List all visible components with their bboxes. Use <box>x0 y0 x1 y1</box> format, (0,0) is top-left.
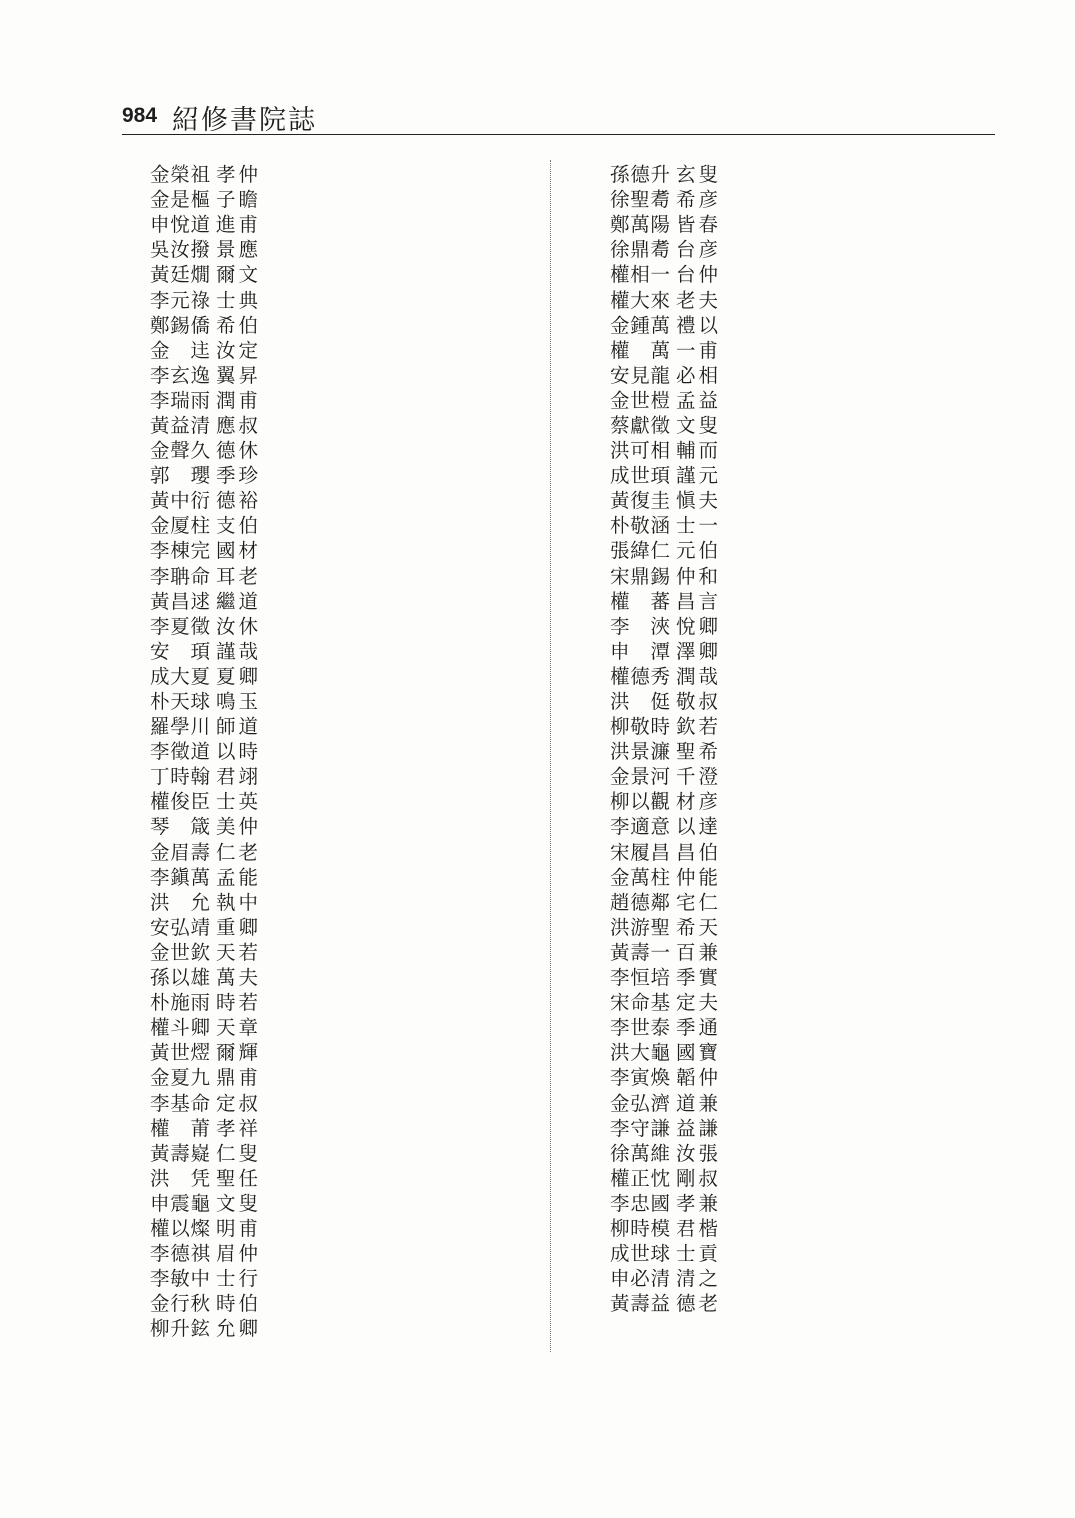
name-entry <box>610 814 718 839</box>
person-name: 權正忱 <box>610 1166 670 1190</box>
name-entry <box>150 1216 258 1241</box>
courtesy-name: 繼道 <box>216 589 258 613</box>
name-entry <box>150 1191 258 1216</box>
person-name: 李元祿 <box>150 288 210 312</box>
name-entry <box>610 940 718 965</box>
person-name: 金鍾萬 <box>610 313 670 337</box>
name-entry <box>150 915 258 940</box>
person-name: 黃昌逑 <box>150 589 210 613</box>
name-entry <box>610 488 718 513</box>
courtesy-name: 聖希 <box>676 740 718 764</box>
courtesy-name: 仁老 <box>216 840 258 864</box>
name-entry <box>150 689 258 714</box>
courtesy-name: 時伯 <box>216 1292 258 1316</box>
courtesy-name: 宅仁 <box>676 890 718 914</box>
name-entry <box>150 262 258 287</box>
person-name: 洪 允 <box>150 890 210 914</box>
courtesy-name: 希天 <box>676 915 718 939</box>
name-entry <box>150 940 258 965</box>
name-entry <box>150 1141 258 1166</box>
person-name: 李夏徵 <box>150 614 210 638</box>
person-name: 李徵道 <box>150 740 210 764</box>
person-name: 黃中衍 <box>150 489 210 513</box>
name-entry <box>610 639 718 664</box>
courtesy-name: 美仲 <box>216 815 258 839</box>
person-name: 羅學川 <box>150 715 210 739</box>
name-entry <box>610 1065 718 1090</box>
courtesy-name: 天章 <box>216 1016 258 1040</box>
person-name: 趙德鄰 <box>610 890 670 914</box>
name-entry <box>610 1191 718 1216</box>
courtesy-name: 德休 <box>216 439 258 463</box>
courtesy-name: 台彦 <box>676 238 718 262</box>
person-name: 申 潭 <box>610 639 670 663</box>
person-name: 金萬柱 <box>610 865 670 889</box>
courtesy-name: 國寶 <box>676 1041 718 1065</box>
courtesy-name: 禮以 <box>676 313 718 337</box>
book-title: 紹修書院誌 <box>172 105 317 136</box>
person-name: 徐萬維 <box>610 1141 670 1165</box>
courtesy-name: 材彦 <box>676 790 718 814</box>
courtesy-name: 士典 <box>216 288 258 312</box>
courtesy-name: 以達 <box>676 815 718 839</box>
courtesy-name: 敬叔 <box>676 690 718 714</box>
person-name: 申必清 <box>610 1267 670 1291</box>
person-name: 金厦柱 <box>150 514 210 538</box>
courtesy-name: 時若 <box>216 991 258 1015</box>
person-name: 鄭萬陽 <box>610 213 670 237</box>
courtesy-name: 士貢 <box>676 1242 718 1266</box>
name-entry <box>610 1090 718 1115</box>
name-entry <box>610 1116 718 1141</box>
courtesy-name: 百兼 <box>676 940 718 964</box>
person-name: 吳汝撥 <box>150 238 210 262</box>
name-entry <box>610 187 718 212</box>
courtesy-name: 君翊 <box>216 765 258 789</box>
name-entry <box>150 187 258 212</box>
courtesy-name: 老夫 <box>676 288 718 312</box>
person-name: 李棟完 <box>150 539 210 563</box>
courtesy-name: 鼎甫 <box>216 1066 258 1090</box>
courtesy-name: 士行 <box>216 1267 258 1291</box>
header-rule <box>122 134 995 135</box>
name-entry <box>150 338 258 363</box>
name-entry <box>610 463 718 488</box>
name-entry <box>150 212 258 237</box>
name-entry <box>150 714 258 739</box>
name-entry <box>610 764 718 789</box>
courtesy-name: 必相 <box>676 363 718 387</box>
name-entry <box>150 538 258 563</box>
person-name: 權以燦 <box>150 1216 210 1240</box>
name-entry <box>610 1266 718 1291</box>
person-name: 宋命基 <box>610 991 670 1015</box>
name-entry <box>610 1166 718 1191</box>
person-name: 李適意 <box>610 815 670 839</box>
name-entry <box>150 287 258 312</box>
name-entry <box>610 287 718 312</box>
person-name: 安見龍 <box>610 363 670 387</box>
courtesy-name: 師道 <box>216 715 258 739</box>
name-entry <box>150 237 258 262</box>
person-name: 洪景濂 <box>610 740 670 764</box>
name-entry <box>610 714 718 739</box>
courtesy-name: 汝休 <box>216 614 258 638</box>
person-name: 李忠國 <box>610 1191 670 1215</box>
person-name: 金行秋 <box>150 1292 210 1316</box>
courtesy-name: 仁叟 <box>216 1141 258 1165</box>
courtesy-name: 清之 <box>676 1267 718 1291</box>
courtesy-name: 爾文 <box>216 263 258 287</box>
name-entry <box>150 865 258 890</box>
courtesy-name: 希伯 <box>216 313 258 337</box>
person-name: 權 萬 <box>610 338 670 362</box>
courtesy-name: 潤哉 <box>676 664 718 688</box>
name-entry <box>610 915 718 940</box>
name-entry <box>150 1166 258 1191</box>
courtesy-name: 萬夫 <box>216 966 258 990</box>
courtesy-name: 季實 <box>676 966 718 990</box>
courtesy-name: 孝仲 <box>216 163 258 187</box>
person-name: 洪 凭 <box>150 1166 210 1190</box>
person-name: 金聲久 <box>150 439 210 463</box>
courtesy-name: 仲能 <box>676 865 718 889</box>
person-name: 權大來 <box>610 288 670 312</box>
person-name: 金世榿 <box>610 388 670 412</box>
name-entry <box>150 313 258 338</box>
person-name: 黃廷燗 <box>150 263 210 287</box>
person-name: 李敏中 <box>150 1267 210 1291</box>
person-name: 黃壽益 <box>610 1292 670 1316</box>
courtesy-name: 季通 <box>676 1016 718 1040</box>
name-entry <box>610 237 718 262</box>
courtesy-name: 一甫 <box>676 338 718 362</box>
name-entry <box>150 614 258 639</box>
courtesy-name: 謹元 <box>676 464 718 488</box>
person-name: 張緯仁 <box>610 539 670 563</box>
name-entry <box>150 463 258 488</box>
column-divider <box>550 160 551 1352</box>
name-entry <box>610 262 718 287</box>
name-entry <box>150 1266 258 1291</box>
person-name: 徐鼎耈 <box>610 238 670 262</box>
name-entry <box>150 1241 258 1266</box>
courtesy-name: 以時 <box>216 740 258 764</box>
courtesy-name: 翼昇 <box>216 363 258 387</box>
name-entry <box>610 1291 718 1316</box>
name-entry <box>610 1015 718 1040</box>
name-entry <box>610 513 718 538</box>
name-entry <box>610 965 718 990</box>
courtesy-name: 希彦 <box>676 188 718 212</box>
person-name: 鄭錫僑 <box>150 313 210 337</box>
person-name: 朴敬涵 <box>610 514 670 538</box>
person-name: 洪游聖 <box>610 915 670 939</box>
name-entry <box>150 413 258 438</box>
name-entry <box>610 338 718 363</box>
person-name: 柳敬時 <box>610 715 670 739</box>
name-entry <box>150 764 258 789</box>
name-entry <box>610 865 718 890</box>
courtesy-name: 千澄 <box>676 765 718 789</box>
courtesy-name: 天若 <box>216 940 258 964</box>
courtesy-name: 孟益 <box>676 388 718 412</box>
courtesy-name: 孝祥 <box>216 1116 258 1140</box>
person-name: 洪可相 <box>610 439 670 463</box>
name-entry <box>150 162 258 187</box>
name-entry <box>610 313 718 338</box>
person-name: 金眉壽 <box>150 840 210 864</box>
person-name: 權相一 <box>610 263 670 287</box>
courtesy-name: 孝兼 <box>676 1191 718 1215</box>
name-entry <box>150 1116 258 1141</box>
courtesy-name: 昌伯 <box>676 840 718 864</box>
name-entry <box>610 162 718 187</box>
person-name: 金榮祖 <box>150 163 210 187</box>
name-entry <box>610 840 718 865</box>
name-list-right-column <box>610 162 718 1316</box>
name-entry <box>150 1015 258 1040</box>
name-entry <box>610 689 718 714</box>
courtesy-name: 士一 <box>676 514 718 538</box>
name-entry <box>150 789 258 814</box>
courtesy-name: 執中 <box>216 890 258 914</box>
name-entry <box>150 739 258 764</box>
name-entry <box>150 438 258 463</box>
courtesy-name: 愼夫 <box>676 489 718 513</box>
person-name: 李世泰 <box>610 1016 670 1040</box>
courtesy-name: 仲和 <box>676 564 718 588</box>
courtesy-name: 台仲 <box>676 263 718 287</box>
person-name: 柳時模 <box>610 1216 670 1240</box>
person-name: 李基命 <box>150 1091 210 1115</box>
person-name: 郭 瓔 <box>150 464 210 488</box>
courtesy-name: 德裕 <box>216 489 258 513</box>
person-name: 宋履昌 <box>610 840 670 864</box>
name-entry <box>150 488 258 513</box>
person-name: 丁時翰 <box>150 765 210 789</box>
person-name: 李玄逸 <box>150 363 210 387</box>
name-entry <box>150 388 258 413</box>
courtesy-name: 昌言 <box>676 589 718 613</box>
person-name: 李德祺 <box>150 1242 210 1266</box>
name-entry <box>150 1316 258 1341</box>
name-entry <box>610 564 718 589</box>
courtesy-name: 欽若 <box>676 715 718 739</box>
name-entry <box>610 438 718 463</box>
name-entry <box>150 1291 258 1316</box>
name-entry <box>610 789 718 814</box>
person-name: 申震龜 <box>150 1191 210 1215</box>
courtesy-name: 汝張 <box>676 1141 718 1165</box>
name-entry <box>610 1216 718 1241</box>
name-entry <box>610 388 718 413</box>
name-entry <box>150 965 258 990</box>
person-name: 黃復圭 <box>610 489 670 513</box>
courtesy-name: 鳴玉 <box>216 690 258 714</box>
name-entry <box>610 363 718 388</box>
page-number: 984 <box>122 104 158 127</box>
name-entry <box>150 513 258 538</box>
person-name: 安 頊 <box>150 639 210 663</box>
courtesy-name: 孟能 <box>216 865 258 889</box>
name-entry <box>150 1090 258 1115</box>
person-name: 金 迬 <box>150 338 210 362</box>
courtesy-name: 允卿 <box>216 1317 258 1341</box>
person-name: 柳以觀 <box>610 790 670 814</box>
name-entry <box>610 890 718 915</box>
courtesy-name: 明甫 <box>216 1216 258 1240</box>
courtesy-name: 夏卿 <box>216 664 258 688</box>
person-name: 李 浹 <box>610 614 670 638</box>
person-name: 蔡獻徵 <box>610 413 670 437</box>
person-name: 李鎭萬 <box>150 865 210 889</box>
person-name: 李聃命 <box>150 564 210 588</box>
name-entry <box>150 564 258 589</box>
person-name: 宋鼎錫 <box>610 564 670 588</box>
person-name: 朴施雨 <box>150 991 210 1015</box>
courtesy-name: 皆春 <box>676 213 718 237</box>
person-name: 孫德升 <box>610 163 670 187</box>
courtesy-name: 聖任 <box>216 1166 258 1190</box>
person-name: 琴 箴 <box>150 815 210 839</box>
person-name: 權斗卿 <box>150 1016 210 1040</box>
person-name: 徐聖耈 <box>610 188 670 212</box>
courtesy-name: 支伯 <box>216 514 258 538</box>
courtesy-name: 應叔 <box>216 413 258 437</box>
person-name: 朴天球 <box>150 690 210 714</box>
courtesy-name: 耳老 <box>216 564 258 588</box>
person-name: 柳升鉉 <box>150 1317 210 1341</box>
person-name: 金夏九 <box>150 1066 210 1090</box>
courtesy-name: 潤甫 <box>216 388 258 412</box>
courtesy-name: 重卿 <box>216 915 258 939</box>
name-entry <box>610 212 718 237</box>
person-name: 成世頊 <box>610 464 670 488</box>
name-entry <box>150 589 258 614</box>
name-entry <box>150 363 258 388</box>
courtesy-name: 道兼 <box>676 1091 718 1115</box>
courtesy-name: 文叟 <box>216 1191 258 1215</box>
person-name: 黃壽一 <box>610 940 670 964</box>
name-entry <box>150 1040 258 1065</box>
courtesy-name: 進甫 <box>216 213 258 237</box>
person-name: 申悅道 <box>150 213 210 237</box>
name-entry <box>610 614 718 639</box>
person-name: 黃益清 <box>150 413 210 437</box>
courtesy-name: 玄叟 <box>676 163 718 187</box>
courtesy-name: 謹哉 <box>216 639 258 663</box>
person-name: 李恒培 <box>610 966 670 990</box>
person-name: 黃壽嶷 <box>150 1141 210 1165</box>
person-name: 金弘濟 <box>610 1091 670 1115</box>
person-name: 李守謙 <box>610 1116 670 1140</box>
courtesy-name: 輔而 <box>676 439 718 463</box>
courtesy-name: 德老 <box>676 1292 718 1316</box>
name-list-left-column <box>150 162 258 1341</box>
person-name: 安弘靖 <box>150 915 210 939</box>
person-name: 權俊臣 <box>150 790 210 814</box>
person-name: 李瑞雨 <box>150 388 210 412</box>
name-entry <box>610 1241 718 1266</box>
person-name: 金景河 <box>610 765 670 789</box>
courtesy-name: 子瞻 <box>216 188 258 212</box>
name-entry <box>150 890 258 915</box>
person-name: 權德秀 <box>610 664 670 688</box>
name-entry <box>610 1040 718 1065</box>
courtesy-name: 君楷 <box>676 1216 718 1240</box>
name-entry <box>610 413 718 438</box>
courtesy-name: 悅卿 <box>676 614 718 638</box>
name-entry <box>610 990 718 1015</box>
person-name: 洪大龜 <box>610 1041 670 1065</box>
name-entry <box>610 589 718 614</box>
person-name: 黃世熤 <box>150 1041 210 1065</box>
courtesy-name: 文叟 <box>676 413 718 437</box>
courtesy-name: 剛叔 <box>676 1166 718 1190</box>
person-name: 洪 侹 <box>610 690 670 714</box>
person-name: 金世欽 <box>150 940 210 964</box>
name-entry <box>150 814 258 839</box>
name-entry <box>150 990 258 1015</box>
person-name: 金是樞 <box>150 188 210 212</box>
courtesy-name: 景應 <box>216 238 258 262</box>
name-entry <box>150 664 258 689</box>
name-entry <box>150 840 258 865</box>
person-name: 成大夏 <box>150 664 210 688</box>
courtesy-name: 汝定 <box>216 338 258 362</box>
person-name: 李寅煥 <box>610 1066 670 1090</box>
courtesy-name: 定叔 <box>216 1091 258 1115</box>
person-name: 成世球 <box>610 1242 670 1266</box>
courtesy-name: 眉仲 <box>216 1242 258 1266</box>
courtesy-name: 益謙 <box>676 1116 718 1140</box>
courtesy-name: 韜仲 <box>676 1066 718 1090</box>
name-entry <box>610 538 718 563</box>
courtesy-name: 澤卿 <box>676 639 718 663</box>
person-name: 權 蕃 <box>610 589 670 613</box>
courtesy-name: 元伯 <box>676 539 718 563</box>
name-entry <box>610 739 718 764</box>
person-name: 孫以雄 <box>150 966 210 990</box>
name-entry <box>150 639 258 664</box>
name-entry <box>610 664 718 689</box>
courtesy-name: 季珍 <box>216 464 258 488</box>
courtesy-name: 國材 <box>216 539 258 563</box>
courtesy-name: 爾輝 <box>216 1041 258 1065</box>
courtesy-name: 士英 <box>216 790 258 814</box>
name-entry <box>610 1141 718 1166</box>
courtesy-name: 定夫 <box>676 991 718 1015</box>
person-name: 權 莆 <box>150 1116 210 1140</box>
name-entry <box>150 1065 258 1090</box>
